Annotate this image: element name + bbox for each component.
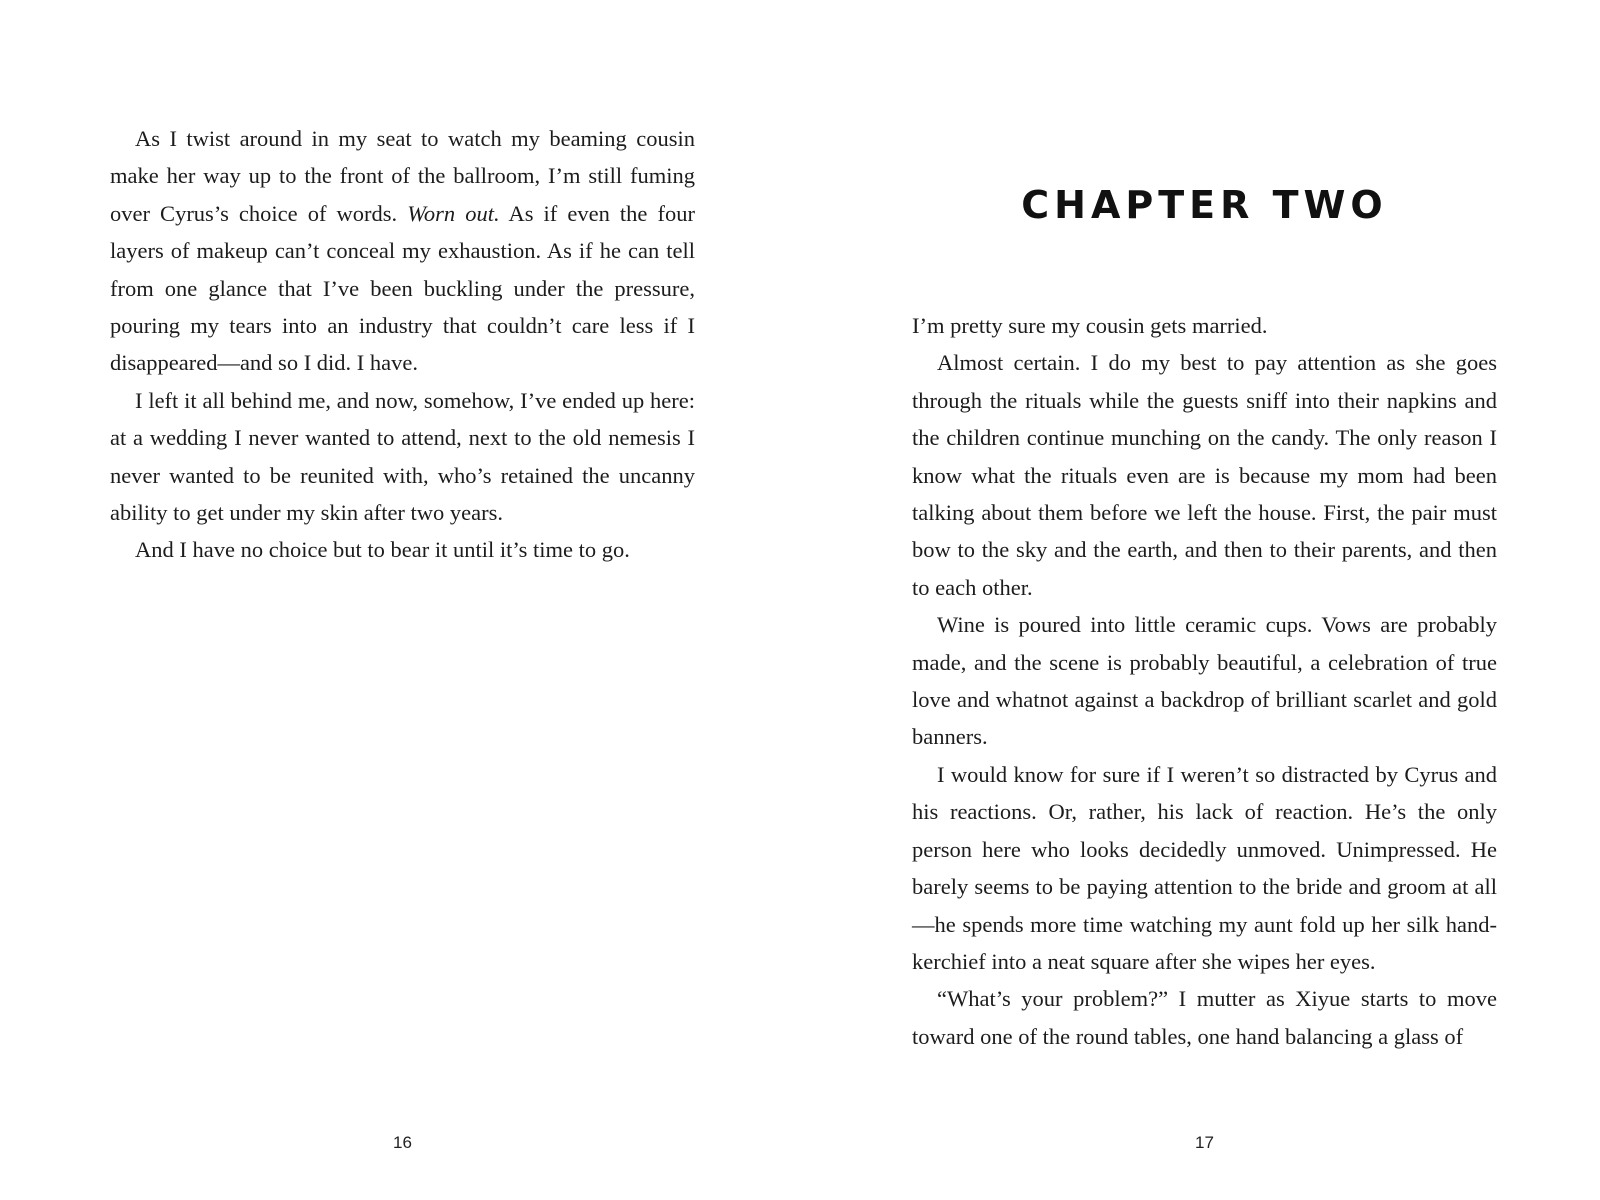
paragraph: Wine is poured into little ceramic cups. Vows are probably made, and the scene is probably beautiful, a celebration of true love and whatnot against a backdrop of brilliant scarlet and gold banners. (912, 612, 1497, 750)
paragraph: And I have no choice but to bear it until it’s time to go. (135, 537, 630, 563)
left-page (110, 0, 695, 1200)
page-number-right: 17 (1195, 1133, 1214, 1152)
paragraph: I’m pretty sure my cousin gets married. (912, 313, 1268, 338)
chapter-title: CHAPTER TWO (1021, 183, 1388, 227)
right-page (912, 0, 1497, 1200)
page-number-left: 16 (393, 1133, 412, 1152)
left-page-body (110, 120, 695, 569)
right-page-body (912, 307, 1497, 1055)
paragraph: Almost certain. I do my best to pay attention as she goes through the rituals while the guests sniff into their napkins and the children continue munching on the candy. The only reason I know what the rituals even are is because my mom had been talking about them before we left the house. First, the pair must bow to the sky and the earth, and then to their parents, and then to each other. (912, 350, 1497, 600)
paragraph: “What’s your problem?” I mutter as Xiyue starts to move toward one of the round tables, one hand balancing a glass of (912, 986, 1497, 1049)
paragraph: I left it all behind me, and now, somehow, I’ve ended up here: at a wedding I never wanted to attend, next to the old nemesis I never wanted to be reunited with, who’s retained the uncanny ability to get under my skin after two years. (110, 387, 695, 526)
italic-phrase: Worn out. (407, 200, 500, 226)
paragraph: As I twist around in my seat to watch my beaming cousin make her way up to the front of the ballroom, I’m still fuming over Cyrus’s choice of words. Worn out. As if even the four layers of makeup can’t conceal my exhaustion. As if he can tell from one glance that I’ve been buckling under the pressure, pouring my tears into an industry that couldn’t care less if I disappeared—and so I did. I have. (110, 126, 695, 376)
paragraph: I would know for sure if I weren’t so distracted by Cyrus and his reactions. Or, rather, his lack of reaction. He’s the only person here who looks decidedly unmoved. Unimpressed. He barely seems to be paying attention to the bride and groom at all—he spends more time watching my aunt fold up her silk handkerchief into a neat square after she wipes her eyes. (912, 761, 1497, 974)
